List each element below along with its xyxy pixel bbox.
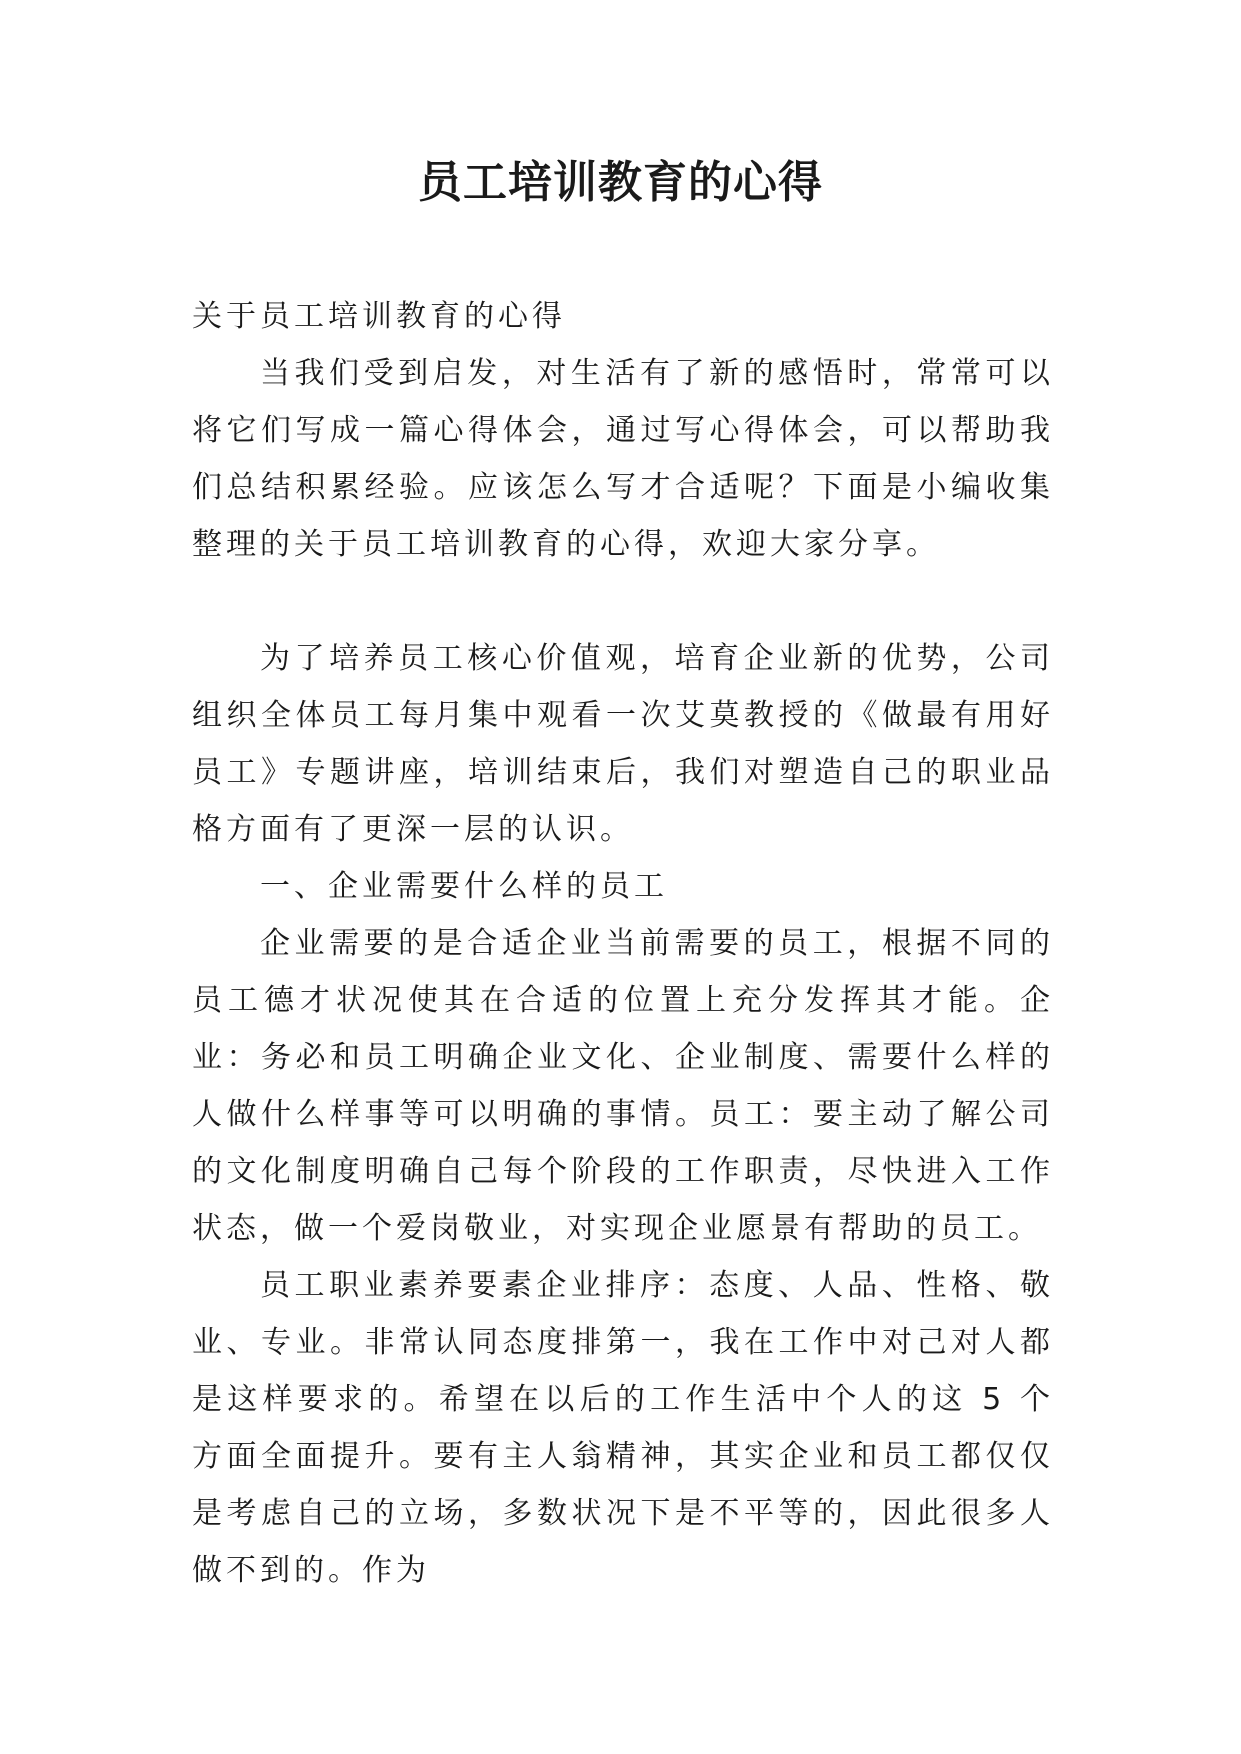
paragraph-gap — [192, 573, 1054, 630]
section-heading: 一、企业需要什么样的员工 — [260, 869, 668, 904]
document-title: 员工培训教育的心得 — [418, 157, 823, 208]
paragraph-enterprise-needs: 企业需要的是合适企业当前需要的员工，根据不同的员工德才状况使其在合适的位置上充分发挥其才能。企业：务必和员工明确企业文化、企业制度、需要什么样的人做什么样事等可以明确的事情。员工：要主动了解公司的文化制度明确自己每个阶段的工作职责，尽快进入工作状态，做一个爱岗敬业，对实现企业愿景有帮助的员工。 — [192, 926, 1054, 1246]
paragraph-intro: 当我们受到启发，对生活有了新的感悟时，常常可以将它们写成一篇心得体会，通过写心得体会，可以帮助我们总结积累经验。应该怎么写才合适呢？下面是小编收集整理的关于员工培训教育的心得，欢迎大家分享。 — [192, 356, 1054, 562]
paragraph-training: 为了培养员工核心价值观，培育企业新的优势，公司组织全体员工每月集中观看一次艾莫教授的《做最有用好员工》专题讲座，培训结束后，我们对塑造自己的职业品格方面有了更深一层的认识。 — [192, 641, 1054, 847]
document-subtitle: 关于员工培训教育的心得 — [192, 299, 566, 334]
document-body — [192, 288, 1054, 1599]
paragraph-professional-qualities: 员工职业素养要素企业排序：态度、人品、性格、敬业、专业。非常认同态度排第一，我在工作中对己对人都是这样要求的。希望在以后的工作生活中个人的这 5 个方面全面提升。要有主人翁精神，其实企业和员工都仅仅是考虑自己的立场，多数状况下是不平等的，因此很多人做不到的。作为 — [192, 1268, 1054, 1588]
